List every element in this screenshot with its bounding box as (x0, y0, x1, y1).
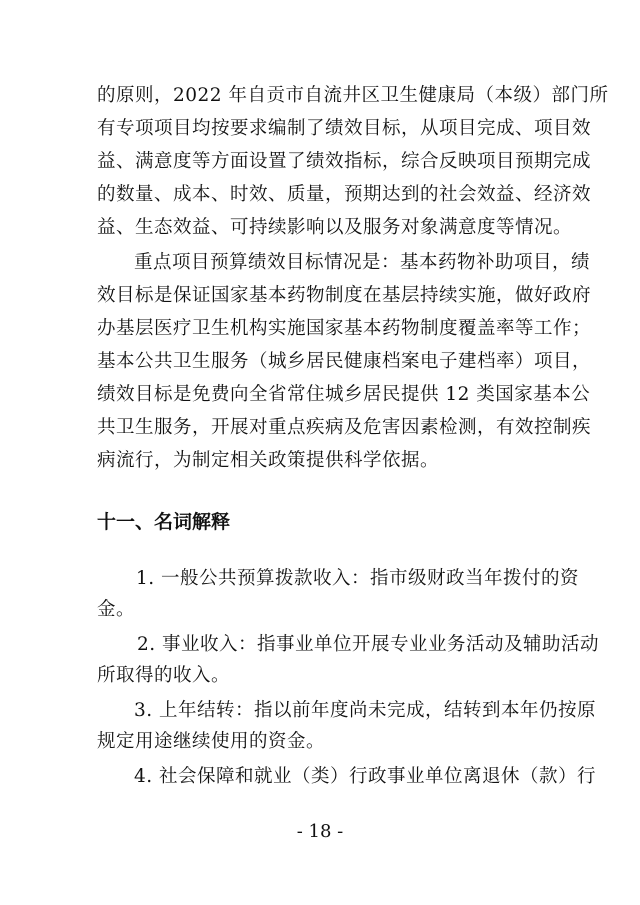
definition-2-line-1: 2. 事业收入：指事业单位开展专业业务活动及辅助活动 (137, 634, 600, 655)
paragraph-1-line-1: 的原则，2022 年自贡市自流井区卫生健康局（本级）部门所 (97, 85, 609, 106)
definition-1-line-1: 1. 一般公共预算拨款收入：指市级财政当年拨付的资 (136, 568, 580, 589)
paragraph-1-line-4: 的数量、成本、时效、质量，预期达到的社会效益、经济效 (97, 184, 592, 205)
paragraph-2-line-1: 重点项目预算绩效目标情况是：基本药物补助项目，绩 (134, 252, 591, 273)
paragraph-2-line-5: 绩效目标是免费向全省常住城乡居民提供 12 类国家基本公 (97, 384, 591, 405)
paragraph-2-line-7: 病流行，为制定相关政策提供科学依据。 (97, 450, 440, 471)
paragraph-1-line-2: 有专项项目均按要求编制了绩效目标，从项目完成、项目效 (97, 118, 592, 139)
definition-3-line-2: 规定用途继续使用的资金。 (97, 731, 326, 752)
paragraph-2-line-6: 共卫生服务，开展对重点疾病及危害因素检测，有效控制疾 (97, 417, 592, 438)
paragraph-2-line-4: 基本公共卫生服务（城乡居民健康档案电子建档率）项目， (97, 351, 592, 372)
page-number: - 18 - (296, 821, 344, 842)
paragraph-2-line-2: 效目标是保证国家基本药物制度在基层持续实施，做好政府 (97, 285, 592, 306)
paragraph-1-line-5: 益、生态效益、可持续影响以及服务对象满意度等情况。 (97, 217, 573, 238)
paragraph-2-line-3: 办基层医疗卫生机构实施国家基本药物制度覆盖率等工作； (97, 318, 592, 339)
paragraph-1-line-3: 益、满意度等方面设置了绩效指标，综合反映项目预期完成 (97, 151, 592, 172)
definition-2-line-2: 所取得的收入。 (97, 665, 231, 686)
definition-3-line-1: 3. 上年结转：指以前年度尚未完成，结转到本年仍按原 (134, 700, 597, 721)
section-heading: 十一、名词解释 (97, 511, 231, 533)
definition-4-line-1: 4. 社会保障和就业（类）行政事业单位离退休（款）行 (134, 766, 597, 787)
definition-1-line-2: 金。 (97, 599, 136, 620)
